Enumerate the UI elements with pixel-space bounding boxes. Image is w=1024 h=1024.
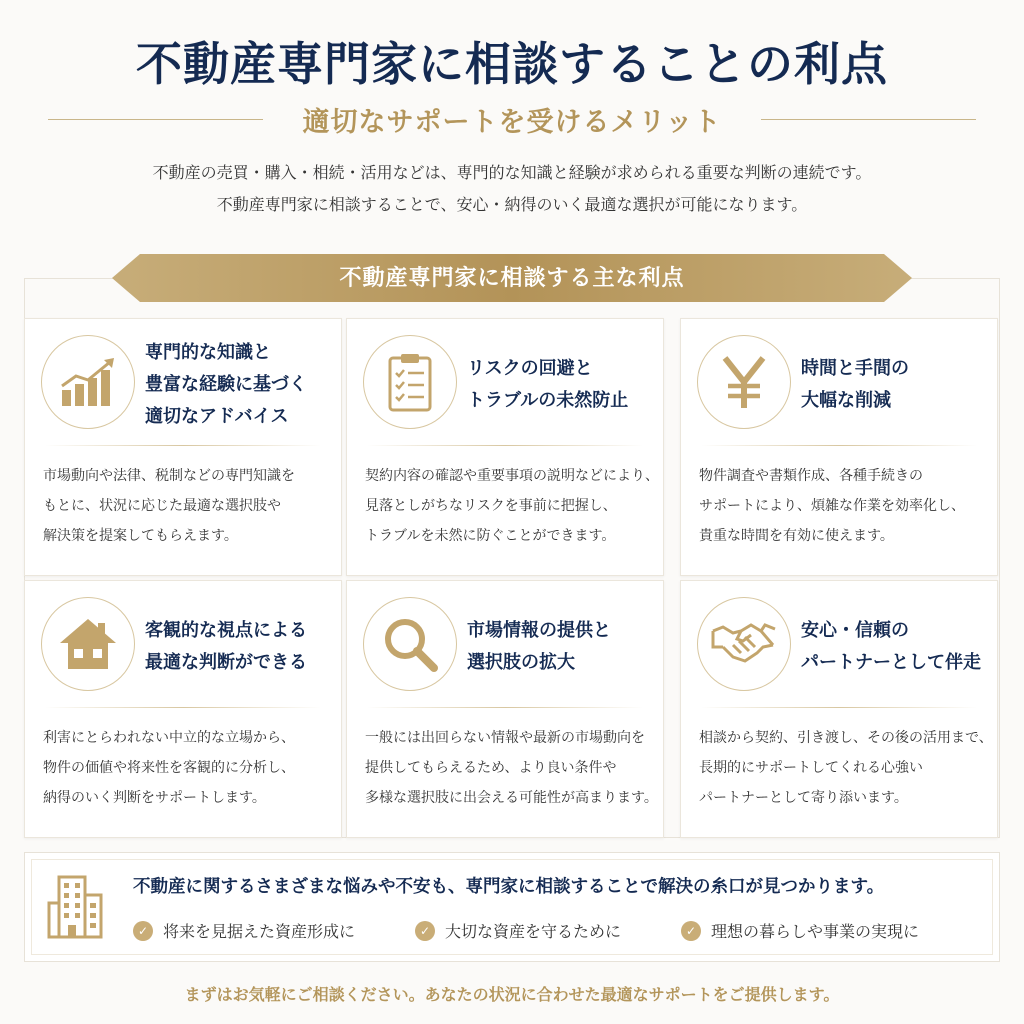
handshake-icon bbox=[697, 597, 791, 691]
benefit-title bbox=[467, 599, 655, 695]
benefit-title-line: 最適な判断ができる bbox=[145, 652, 307, 673]
benefit-description-line: 長期的にサポートしてくれる心強い bbox=[699, 760, 923, 776]
summary-box bbox=[24, 852, 1000, 962]
benefit-title-line: トラブルの未然防止 bbox=[467, 390, 629, 411]
benefit-description-line: 納得のいく判断をサポートします。 bbox=[43, 790, 266, 806]
page-subtitle: 適切なサポートを受けるメリット bbox=[302, 107, 722, 138]
summary-point bbox=[133, 919, 355, 942]
footer-message: まずはお気軽にご相談ください。あなたの状況に合わせた最適なサポートをご提供します。 bbox=[184, 985, 840, 1004]
benefit-title-line: 時間と手間の bbox=[801, 358, 909, 379]
benefit-card-expert-knowledge bbox=[24, 318, 342, 576]
yen-icon bbox=[697, 335, 791, 429]
benefit-description-line: 利害にとらわれない中立的な立場から、 bbox=[43, 730, 295, 746]
benefit-description-line: 物件調査や書類作成、各種手続きの bbox=[699, 468, 923, 484]
benefit-description-line: トラブルを未然に防ぐことができます。 bbox=[365, 528, 616, 544]
card-divider bbox=[367, 445, 643, 446]
benefit-card-objective-view bbox=[24, 580, 342, 838]
benefit-card-time-saving bbox=[680, 318, 998, 576]
benefit-description bbox=[365, 461, 659, 551]
card-divider bbox=[45, 707, 321, 708]
subtitle-row bbox=[0, 100, 1024, 140]
benefit-title bbox=[801, 599, 989, 695]
benefit-description bbox=[43, 723, 331, 813]
check-icon: ✓ bbox=[133, 921, 153, 941]
benefit-title bbox=[801, 337, 989, 433]
check-icon: ✓ bbox=[415, 921, 435, 941]
summary-point-label: 理想の暮らしや事業の実現に bbox=[711, 922, 920, 941]
intro-line: 不動産の売買・購入・相続・活用などは、専門的な知識と経験が求められる重要な判断の連続です。 bbox=[152, 163, 872, 182]
benefit-description bbox=[699, 723, 993, 813]
section-banner-title: 不動産専門家に相談する主な利点 bbox=[339, 265, 685, 291]
benefit-title-line: 豊富な経験に基づく bbox=[145, 374, 307, 395]
benefit-description-line: パートナーとして寄り添います。 bbox=[699, 790, 908, 806]
benefit-description-line: 契約内容の確認や重要事項の説明などにより、 bbox=[365, 468, 659, 484]
benefit-title bbox=[145, 337, 333, 433]
benefit-title-line: 専門的な知識と bbox=[145, 342, 271, 363]
benefit-description bbox=[365, 723, 658, 813]
benefit-description-line: 多様な選択肢に出会える可能性が高まります。 bbox=[365, 790, 658, 806]
benefit-card-market-info bbox=[346, 580, 664, 838]
benefit-title bbox=[467, 337, 655, 433]
clipboard-checklist-icon bbox=[363, 335, 457, 429]
benefit-description-line: 一般には出回らない情報や最新の市場動向を bbox=[365, 730, 645, 746]
benefit-title-line: パートナーとして伴走 bbox=[801, 652, 981, 673]
benefit-title-line: 適切なアドバイス bbox=[145, 406, 289, 427]
benefit-card-risk-avoidance bbox=[346, 318, 664, 576]
benefit-title bbox=[145, 599, 333, 695]
growth-chart-icon bbox=[41, 335, 135, 429]
benefit-card-trusted-partner bbox=[680, 580, 998, 838]
summary-point-label: 将来を見据えた資産形成に bbox=[163, 922, 356, 941]
benefit-description-line: もとに、状況に応じた最適な選択肢や bbox=[43, 498, 281, 514]
benefit-title-line: 客観的な視点による bbox=[145, 620, 307, 641]
check-icon: ✓ bbox=[681, 921, 701, 941]
benefit-description-line: 相談から契約、引き渡し、その後の活用まで、 bbox=[699, 730, 993, 746]
house-icon bbox=[41, 597, 135, 691]
intro-line: 不動産専門家に相談することで、安心・納得のいく最適な選択が可能になります。 bbox=[216, 195, 808, 214]
benefit-title-line: 選択肢の拡大 bbox=[467, 652, 575, 673]
benefit-description-line: 見落としがちなリスクを事前に把握し、 bbox=[365, 498, 617, 514]
subtitle-divider-right bbox=[761, 119, 976, 120]
benefit-title-line: 大幅な削減 bbox=[801, 390, 891, 411]
benefit-description-line: 貴重な時間を有効に使えます。 bbox=[699, 528, 894, 544]
card-divider bbox=[701, 707, 977, 708]
benefit-title-line: 安心・信頼の bbox=[801, 620, 909, 641]
summary-point-label: 大切な資産を守るために bbox=[445, 922, 622, 941]
magnifier-icon bbox=[363, 597, 457, 691]
benefit-description-line: サポートにより、煩雑な作業を効率化し、 bbox=[699, 498, 965, 514]
summary-point bbox=[681, 919, 919, 942]
benefit-description bbox=[43, 461, 331, 551]
intro-text bbox=[0, 157, 1024, 221]
benefit-description-line: 提供してもらえるため、より良い条件や bbox=[365, 760, 617, 776]
benefit-description-line: 市場動向や法律、税制などの専門知識を bbox=[43, 468, 295, 484]
benefit-title-line: 市場情報の提供と bbox=[467, 620, 611, 641]
benefit-description-line: 解決策を提案してもらえます。 bbox=[43, 528, 238, 544]
page-title: 不動産専門家に相談することの利点 bbox=[136, 37, 888, 91]
buildings-icon bbox=[47, 873, 105, 943]
benefit-title-line: リスクの回避と bbox=[467, 358, 593, 379]
benefit-description-line: 物件の価値や将来性を客観的に分析し、 bbox=[43, 760, 295, 776]
card-divider bbox=[701, 445, 977, 446]
card-divider bbox=[367, 707, 643, 708]
benefit-description bbox=[699, 461, 987, 551]
card-divider bbox=[45, 445, 321, 446]
summary-point bbox=[415, 919, 621, 942]
summary-title: 不動産に関するさまざまな悩みや不安も、専門家に相談することで解決の糸口が見つかります。 bbox=[133, 877, 885, 897]
